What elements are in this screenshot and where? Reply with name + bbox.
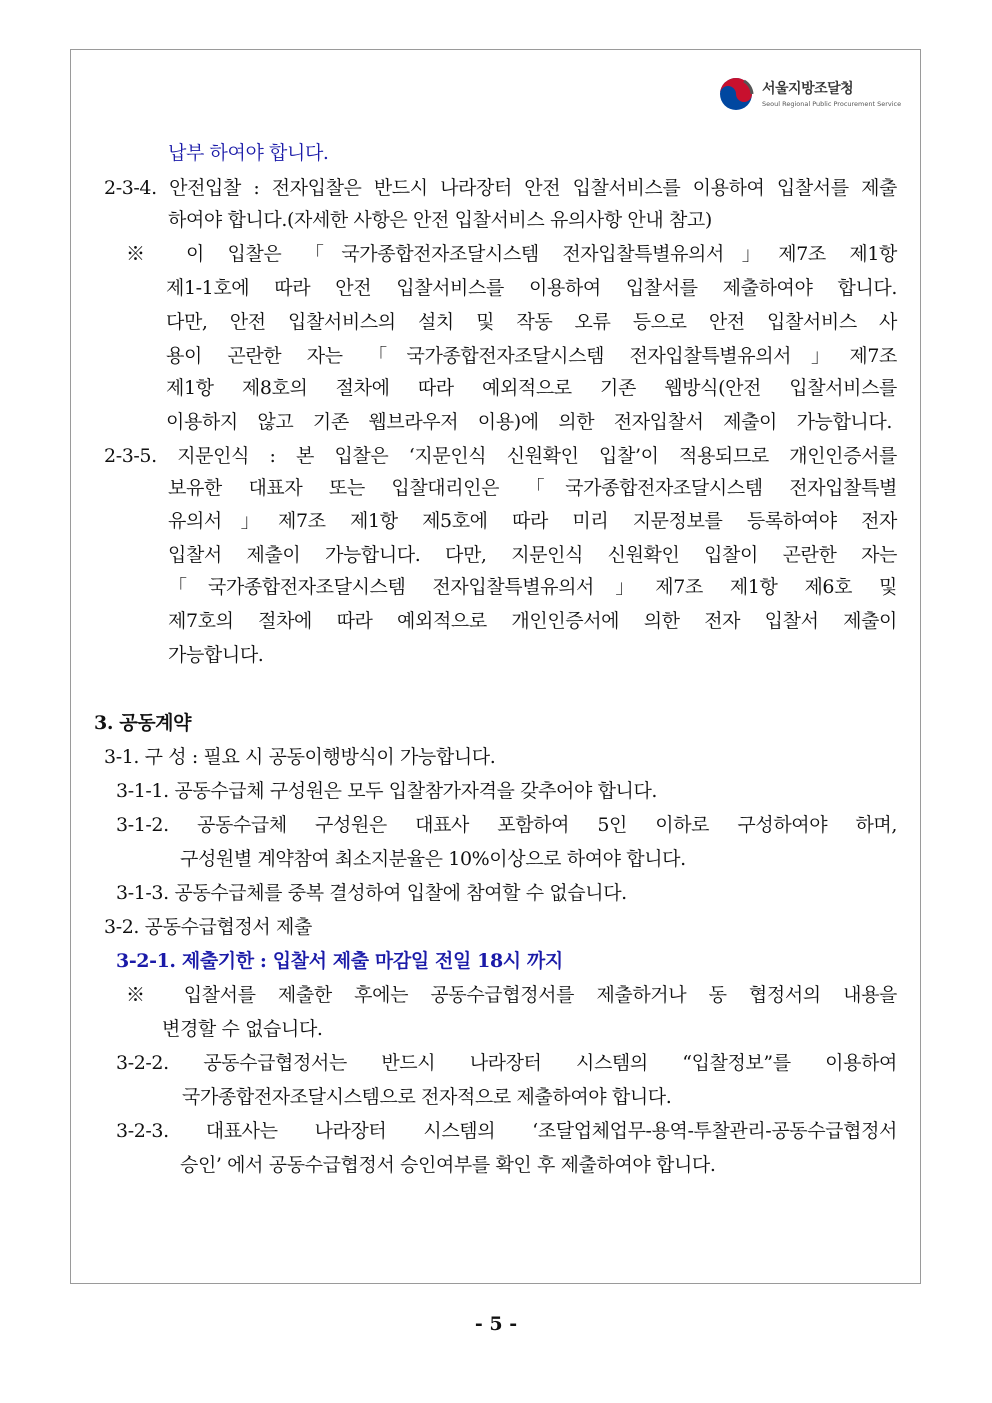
text-line: 용이 곤란한 자는 「국가종합전자조달시스템 전자입찰특별유의서」제7조 bbox=[166, 345, 897, 367]
text-line: 변경할 수 없습니다. bbox=[162, 1018, 323, 1040]
org-logo bbox=[718, 76, 902, 114]
text-line: 승인’ 에서 공동수급협정서 승인여부를 확인 후 제출하여야 합니다. bbox=[180, 1154, 716, 1176]
section-3-1-2: 3-1-2. 공동수급체 구성원은 대표사 포함하여 5인 이하로 구성하여야 하며, bbox=[116, 814, 897, 836]
taegeuk-logo-icon bbox=[718, 76, 754, 112]
text-line: 하여야 합니다.(자세한 사항은 안전 입찰서비스 유의사항 안내 참고) bbox=[168, 209, 712, 231]
text-line: 다만, 안전 입찰서비스의 설치 및 작동 오류 등으로 안전 입찰서비스 사 bbox=[166, 311, 897, 333]
section-2-3-5: 2-3-5. 지문인식 : 본 입찰은 ‘지문인식 신원확인 입찰’이 적용되므로 개인인증서를 bbox=[104, 445, 897, 467]
text-line: 납부 하여야 합니다. bbox=[168, 142, 329, 164]
section-3-2-2: 3-2-2. 공동수급협정서는 반드시 나라장터 시스템의 “입찰정보”를 이용하여 bbox=[116, 1052, 897, 1074]
text-line: 제1항 제8호의 절차에 따라 예외적으로 기존 웹방식(안전 입찰서비스를 bbox=[166, 377, 897, 399]
text-line: 입찰서 제출이 가능합니다. 다만, 지문인식 신원확인 입찰이 곤란한 자는 bbox=[168, 544, 897, 566]
text-line: 국가종합전자조달시스템으로 전자적으로 제출하여야 합니다. bbox=[182, 1086, 672, 1108]
section-3-2-3: 3-2-3. 대표사는 나라장터 시스템의 ‘조달업체업무-용역-투찰관리-공동수급협정서 bbox=[116, 1120, 897, 1142]
section-3-1: 3-1. 구 성 : 필요 시 공동이행방식이 가능합니다. bbox=[104, 746, 496, 768]
text-line: 제7호의 절차에 따라 예외적으로 개인인증서에 의한 전자 입찰서 제출이 bbox=[168, 610, 897, 632]
text-line: 제1-1호에 따라 안전 입찰서비스를 이용하여 입찰서를 제출하여야 합니다. bbox=[166, 277, 897, 299]
text-line: 이용하지 않고 기존 웹브라우저 이용)에 의한 전자입찰서 제출이 가능합니다. bbox=[166, 411, 892, 433]
text-line: 구성원별 계약참여 최소지분율은 10%이상으로 하여야 합니다. bbox=[180, 848, 686, 870]
page-number: - 5 - bbox=[474, 1313, 518, 1335]
note-line: ※ 입찰서를 제출한 후에는 공동수급협정서를 제출하거나 동 협정서의 내용을 bbox=[126, 984, 897, 1006]
section-3-2: 3-2. 공동수급협정서 제출 bbox=[104, 916, 312, 938]
org-name: 서울지방조달청 bbox=[762, 81, 854, 97]
section-3-2-1: 3-2-1. 제출기한 : 입찰서 제출 마감일 전일 18시 까지 bbox=[116, 950, 563, 972]
text-line: 보유한 대표자 또는 입찰대리인은 「국가종합전자조달시스템 전자입찰특별 bbox=[168, 477, 897, 499]
text-line: 유의서」제7조 제1항 제5호에 따라 미리 지문정보를 등록하여야 전자 bbox=[168, 510, 897, 532]
section-2-3-4: 2-3-4. 안전입찰 : 전자입찰은 반드시 나라장터 안전 입찰서비스를 이용하여 입찰서를 제출 bbox=[104, 177, 897, 199]
note-line: ※ 이 입찰은 「국가종합전자조달시스템 전자입찰특별유의서」제7조 제1항 bbox=[126, 243, 897, 265]
section-3-1-1: 3-1-1. 공동수급체 구성원은 모두 입찰참가자격을 갖추어야 합니다. bbox=[116, 780, 658, 802]
org-name-en: Seoul Regional Public Procurement Service bbox=[762, 100, 902, 108]
section-heading-3: 3. 공동계약 bbox=[94, 712, 192, 734]
text-line: 「국가종합전자조달시스템 전자입찰특별유의서」제7조 제1항 제6호 및 bbox=[168, 576, 897, 598]
text-line: 가능합니다. bbox=[168, 644, 264, 666]
section-3-1-3: 3-1-3. 공동수급체를 중복 결성하여 입찰에 참여할 수 없습니다. bbox=[116, 882, 627, 904]
